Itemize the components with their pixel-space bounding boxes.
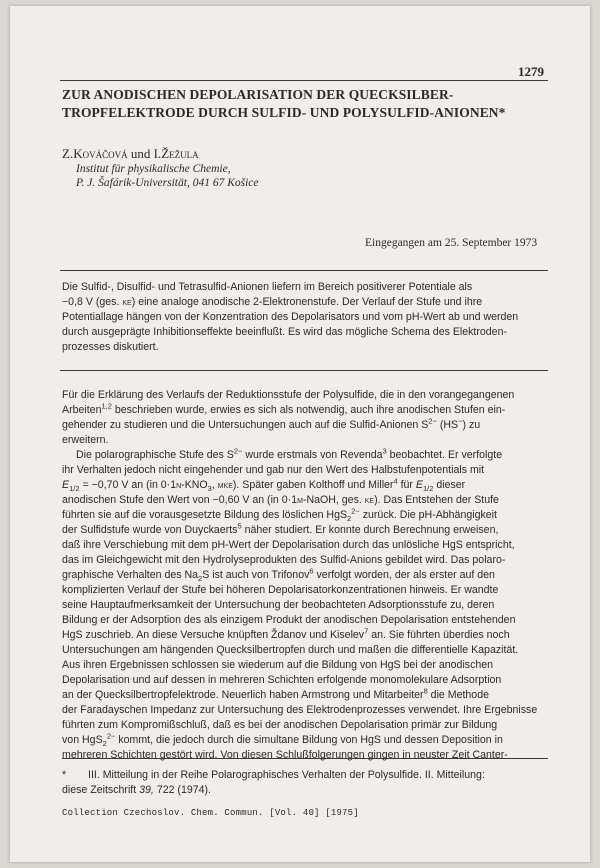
title-line-2: TROPFELEKTRODE DURCH SULFID- UND POLYSULFID-ANIONEN* (62, 105, 506, 120)
footnote-rule (62, 758, 548, 759)
abstract-bottom-rule (60, 370, 548, 371)
affiliation (76, 162, 259, 190)
affiliation-line-1: Institut für physikalische Chemie, (76, 163, 231, 175)
footnote-mark: * (62, 769, 67, 781)
authors-and: und (127, 146, 154, 161)
body-text (62, 388, 548, 763)
author-2-name: Žežula (161, 146, 199, 161)
title-line-1: ZUR ANODISCHEN DEPOLARISATION DER QUECKSILBER- (62, 87, 454, 102)
abstract-line: durch ausgeprägte Inhibitionseffekte beeinflußt. Es wird das mögliche Schema des Elektroden- (62, 326, 507, 338)
paragraph-1: Für die Erklärung des Verlaufs der Reduktionsstufe der Polysulfide, die in den vorangegangenen Arbeiten$^{1,2}$ beschrieben wurde, erwies es sich als notwendig, auch ihre anodischen Stufen ein- gehender zu studieren und die Untersuchungen auch auf die Sulfid-Anionen $S^{2-}$ (HS−) zu erweitern. (62, 389, 515, 446)
author-1-name: Kováčová (73, 146, 128, 161)
abstract-line: Potentiallage hängen von der Konzentration des Depolarisators und vom pH-Wert ab und werden (62, 311, 519, 323)
abstract (62, 280, 548, 355)
page-number: 1279 (518, 64, 544, 79)
affiliation-line-2: P. J. Šafárik-Universität, 041 67 Košice (76, 177, 259, 189)
paragraph-2: Die polarographische Stufe des $S^{2-}$ wurde erstmals von Revenda$^3$ beobachtet. Er verfolgte ihr Verhalten jedoch nicht eingehender und gab nur den Wert des Halbstufenpotentials mit $E_{1/2} = -0,70$ V an (in $0\cdot 1n-KNO_3$, mke). Später gaben Kolthoff und Miller$^4$ für $E_{1/2}$ dieser anodischen Stufe den Wert von −0,60 V an (in 0·1m-NaOH, ges. ke). Das Entstehen der Stufe führten sie auf die vorausgesetzte Bildung des löslichen HgS$_2^{2-}$ zurück. Die pH-Abhängigkeit der Sulfidstufe wurde von Duyckaerts$^5$ näher studiert. Er konnte durch Berechnung erweisen, daß ihre Verschiebung mit dem pH-Wert der Depolarisation durch das unlösliche HgS entspricht, das im Gleichgewicht mit den Hydrolyseprodukten des Sulfid-Anions gebildet wird. Das polaro- graphische Verhalten des $Na_2S$ ist auch von Trifonov$^6$ verfolgt worden, der als erster auf den komplizierten Verlauf der Stufe bei höheren Depolarisatorkonzentrationen hinweis. Er wandte seine Hauptaufmerksamkeit der Untersuchung der beobachteten Adsorptionsstufe zu, deren Bildung er der Adsorption des als einzigem Produkt der anodischen Depolarisation entstehenden HgS zuschrieb. An diese Versuche knüpften Ždanov und Kiselev$^7$ an. Sie führten überdies noch Untersuchungen am hängenden Quecksilbertropfen durch und maßen die differentielle Kapazität. Aus ihren Ergebnissen schlossen sie wiederum auf die Bildung von HgS bei der anodischen Depolarisation und auf dessen in mehreren Schichten erfolgende monomolekulare Adsorption an der Quecksilbertropfelektrode. Neuerlich haben Armstrong und Mitarbeiter$^8$ die Methode der Faradayschen Impedanz zur Untersuchung des Elektrodenprozesses verwendet. Ihre Ergebnisse führten zum Kompromißschluß, daß es bei der anodischen Depolarisation primär zur Bildung von HgS$_2^{2-}$ kommt, die jedoch durch die simultane Bildung von HgS und dessen Deposition in mehreren Schichten gestört wird. Von diesen Schlußfolgerungen gingen in neuster Zeit Canter- (62, 446, 538, 761)
footnote-line-2: diese Zeitschrift 39, 722 (1974). (62, 784, 212, 796)
abstract-line: −0,8 V (ges. ke) eine analoge anodische 2-Elektronenstufe. Der Verlauf der Stufe und ihre (62, 296, 483, 308)
abstract-top-rule (60, 270, 548, 271)
journal-citation: Collection Czechoslov. Chem. Commun. [Vol. 40] [1975] (62, 808, 359, 818)
paper-page (10, 6, 590, 862)
footnote-line-1: * III. Mitteilung in der Reihe Polarographisches Verhalten der Polysulfide. II. Mitteilung: (62, 769, 485, 781)
header-rule (60, 80, 548, 81)
abstract-line: prozesses diskutiert. (62, 341, 159, 353)
author-2-initial: I. (153, 146, 162, 161)
abstract-line: Die Sulfid-, Disulfid- und Tetrasulfid-Anionen liefern im Bereich positiverer Potentiale als (62, 281, 473, 293)
paper-title (62, 86, 548, 122)
author-1-initial: Z. (62, 146, 74, 161)
received-date: Eingegangen am 25. September 1973 (365, 237, 538, 249)
authors (62, 146, 199, 162)
footnote (62, 768, 548, 798)
